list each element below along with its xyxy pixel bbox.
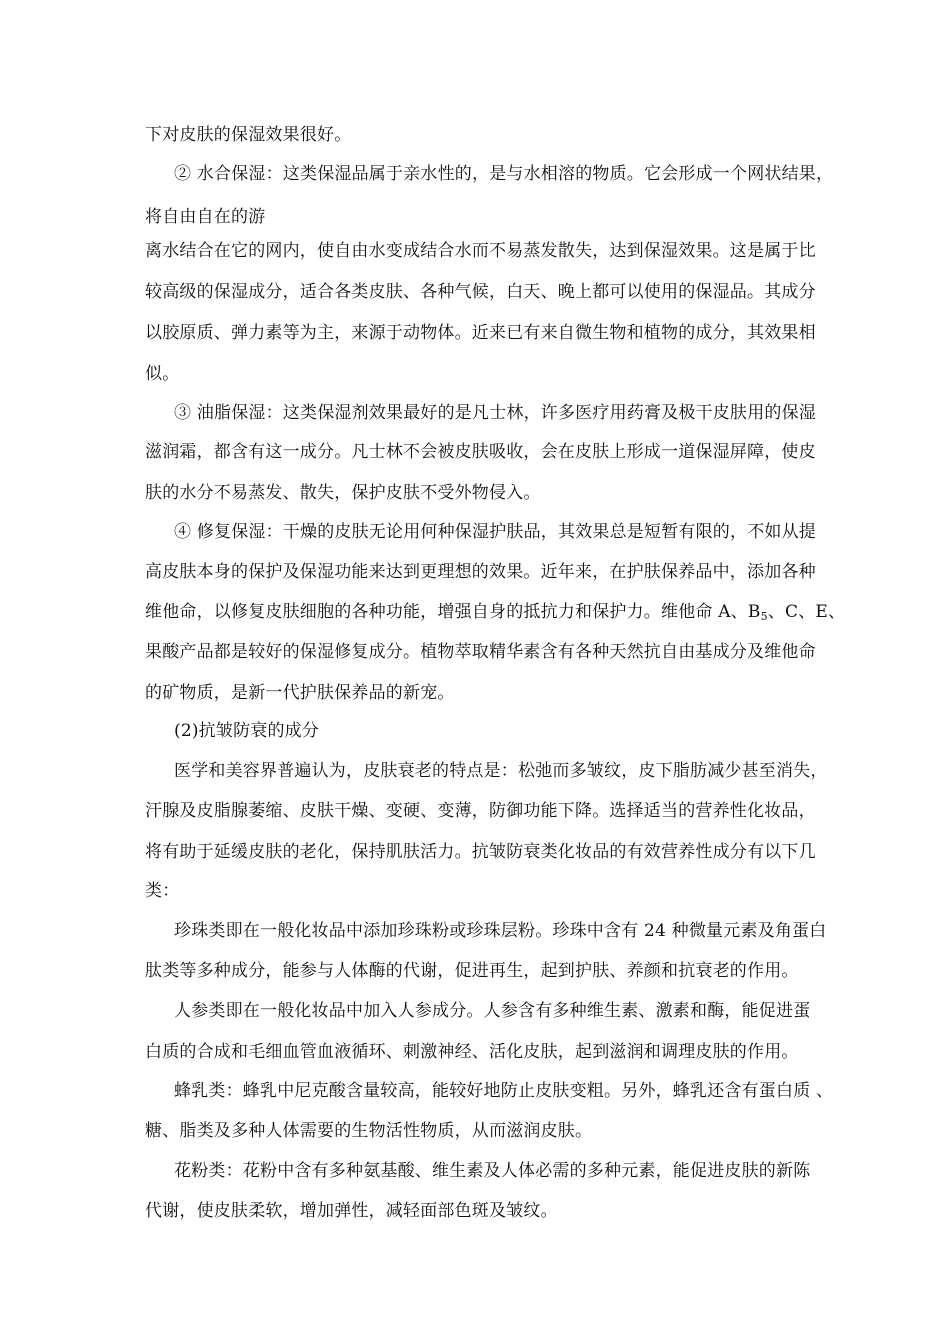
text-line: 下对皮肤的保湿效果很好。 — [145, 125, 352, 145]
text-line: 将有助于延缓皮肤的老化，保持肌肤活力。抗皱防衰类化妆品的有效营养性成分有以下几 — [145, 842, 816, 862]
text-line: 珍珠类即在一般化妆品中添加珍珠粉或珍珠层粉。珍珠中含有 24 种微量元素及角蛋白 — [174, 921, 827, 941]
text-line: 较高级的保湿成分，适合各类皮肤、各种气候，白天、晚上都可以使用的保湿品。其成分 — [145, 282, 816, 302]
text-line: 蜂乳类：蜂乳中尼克酸含量较高，能较好地防止皮肤变粗。另外，蜂乳还含有蛋白质 、 — [174, 1081, 834, 1101]
text-line — [145, 601, 845, 628]
text-line: 代谢，使皮肤柔软，增加弹性，减轻面部色斑及皱纹。 — [145, 1201, 558, 1221]
text-line: 肽类等多种成分，能参与人体酶的代谢，促进再生，起到护肤、养颜和抗衰老的作用。 — [145, 961, 799, 981]
text-line: 以胶原质、弹力素等为主，来源于动物体。近来已有来自微生物和植物的成分，其效果相 — [145, 323, 816, 343]
text-line: 糖、脂类及多种人体需要的生物活性物质，从而滋润皮肤。 — [145, 1121, 593, 1141]
text-line: ② 水合保湿：这类保湿品属于亲水性的，是与水相溶的物质。它会形成一个网状结果， — [174, 164, 834, 184]
section-heading: (2)抗皱防衰的成分 — [174, 721, 320, 741]
text-segment: 、C、E、 — [767, 602, 846, 622]
text-line: 人参类即在一般化妆品中加入人参成分。人参含有多种维生素、激素和酶，能促进蛋 — [174, 1001, 811, 1021]
text-line: 白质的合成和毛细血管血液循环、刺激神经、活化皮肤，起到滋润和调理皮肤的作用。 — [145, 1042, 799, 1062]
text-line: 高皮肤本身的保护及保湿功能来达到更理想的效果。近年来，在护肤保养品中，添加各种 — [145, 562, 816, 582]
text-line: 滋润霜，都含有这一成分。凡士林不会被皮肤吸收，会在皮肤上形成一道保湿屏障，使皮 — [145, 442, 816, 462]
text-line: 汗腺及皮脂腺萎缩、皮肤干燥、变硬、变薄，防御功能下降。选择适当的营养性化妆品， — [145, 801, 816, 821]
text-line: ③ 油脂保湿：这类保湿剂效果最好的是凡士林，许多医疗用药膏及极干皮肤用的保湿 — [174, 403, 817, 423]
subscript: 5 — [760, 610, 768, 623]
text-line: ④ 修复保湿：干燥的皮肤无论用何种保湿护肤品，其效果总是短暂有限的，不如从提 — [174, 522, 817, 542]
text-segment: 维他命，以修复皮肤细胞的各种功能，增强自身的抵抗力和保护力。维他命 A、B — [145, 602, 761, 622]
text-line: 果酸产品都是较好的保湿修复成分。植物萃取精华素含有各种天然抗自由基成分及维他命 — [145, 642, 816, 662]
text-line: 肤的水分不易蒸发、散失，保护皮肤不受外物侵入。 — [145, 483, 541, 503]
text-line: 将自由自在的游 — [145, 207, 266, 227]
text-line: 类： — [145, 881, 180, 901]
text-line: 的矿物质，是新一代护肤保养品的新宠。 — [145, 683, 455, 703]
text-line: 医学和美容界普遍认为，皮肤衰老的特点是：松弛而多皱纹，皮下脂肪减少甚至消失， — [174, 761, 828, 781]
text-line: 似。 — [145, 364, 180, 384]
text-line: 离水结合在它的网内，使自由水变成结合水而不易蒸发散失，达到保湿效果。这是属于比 — [145, 241, 816, 261]
text-line: 花粉类：花粉中含有多种氨基酸、维生素及人体必需的多种元素，能促进皮肤的新陈 — [174, 1161, 811, 1181]
